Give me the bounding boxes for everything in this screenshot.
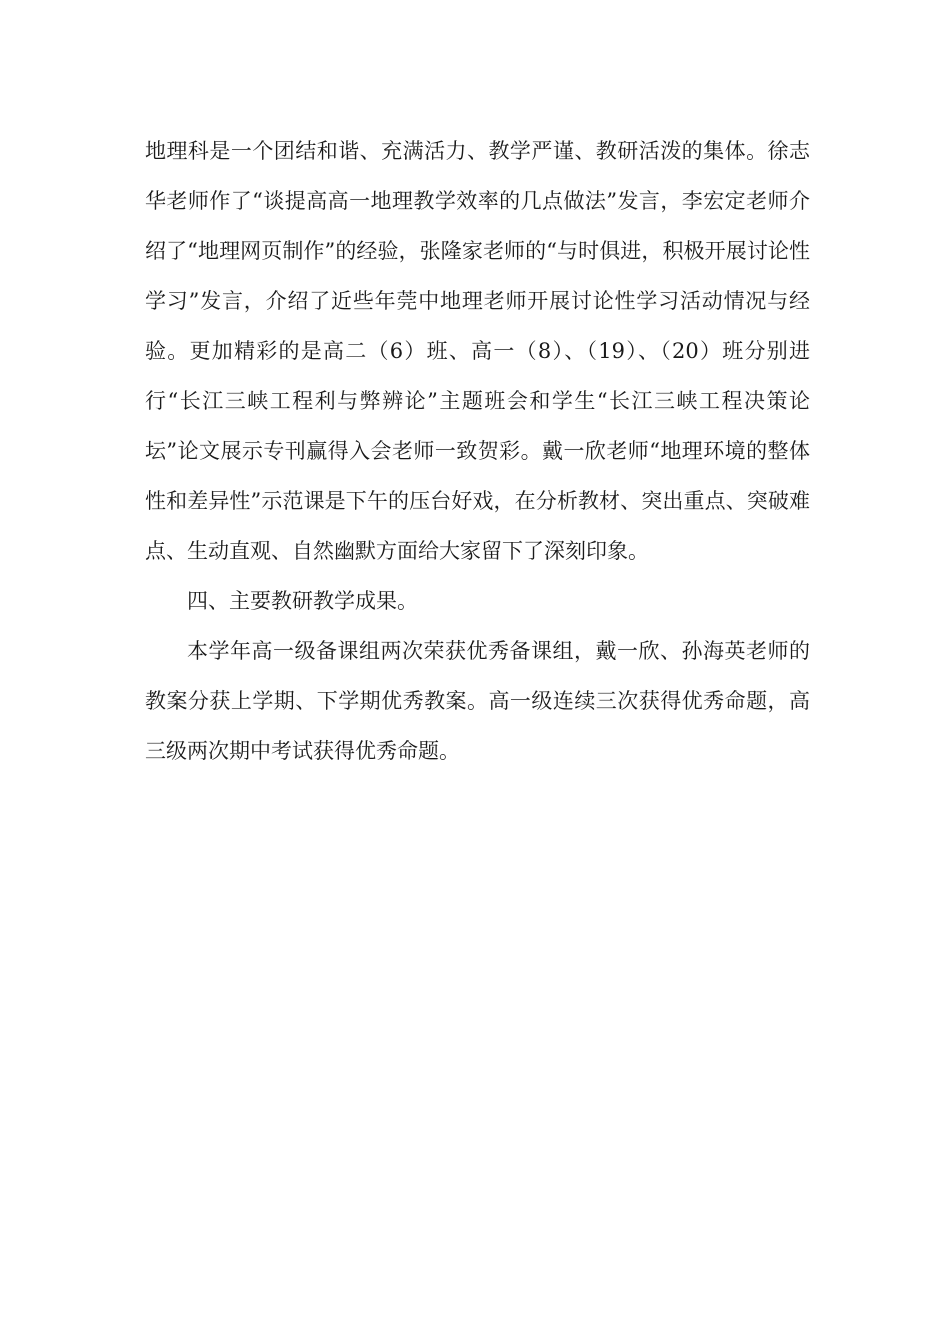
paragraph-achievements: 本学年高一级备课组两次荣获优秀备课组，戴一欣、孙海英老师的教案分获上学期、下学期优秀教案。高一级连续三次获得优秀命题，高三级两次期中考试获得优秀命题。 — [145, 639, 810, 763]
section-heading-achievements: 四、主要教研教学成果。 — [187, 589, 418, 613]
document-body — [145, 126, 810, 776]
paragraph-geography-group: 地理科是一个团结和谐、充满活力、教学严谨、教研活泼的集体。徐志华老师作了“谈提高高一地理教学效率的几点做法”发言，李宏定老师介绍了“地理网页制作”的经验，张隆家老师的“与时俱进，积极开展讨论性学习”发言，介绍了近些年莞中地理老师开展讨论性学习活动情况与经验。更加精彩的是高二（6）班、高一（8）、（19）、（20）班分别进行“长江三峡工程利与弊辨论”主题班会和学生“长江三峡工程决策论坛”论文展示专刊赢得入会老师一致贺彩。戴一欣老师“地理环境的整体性和差异性”示范课是下午的压台好戏，在分析教材、突出重点、突破难点、生动直观、自然幽默方面给大家留下了深刻印象。 — [145, 139, 810, 563]
